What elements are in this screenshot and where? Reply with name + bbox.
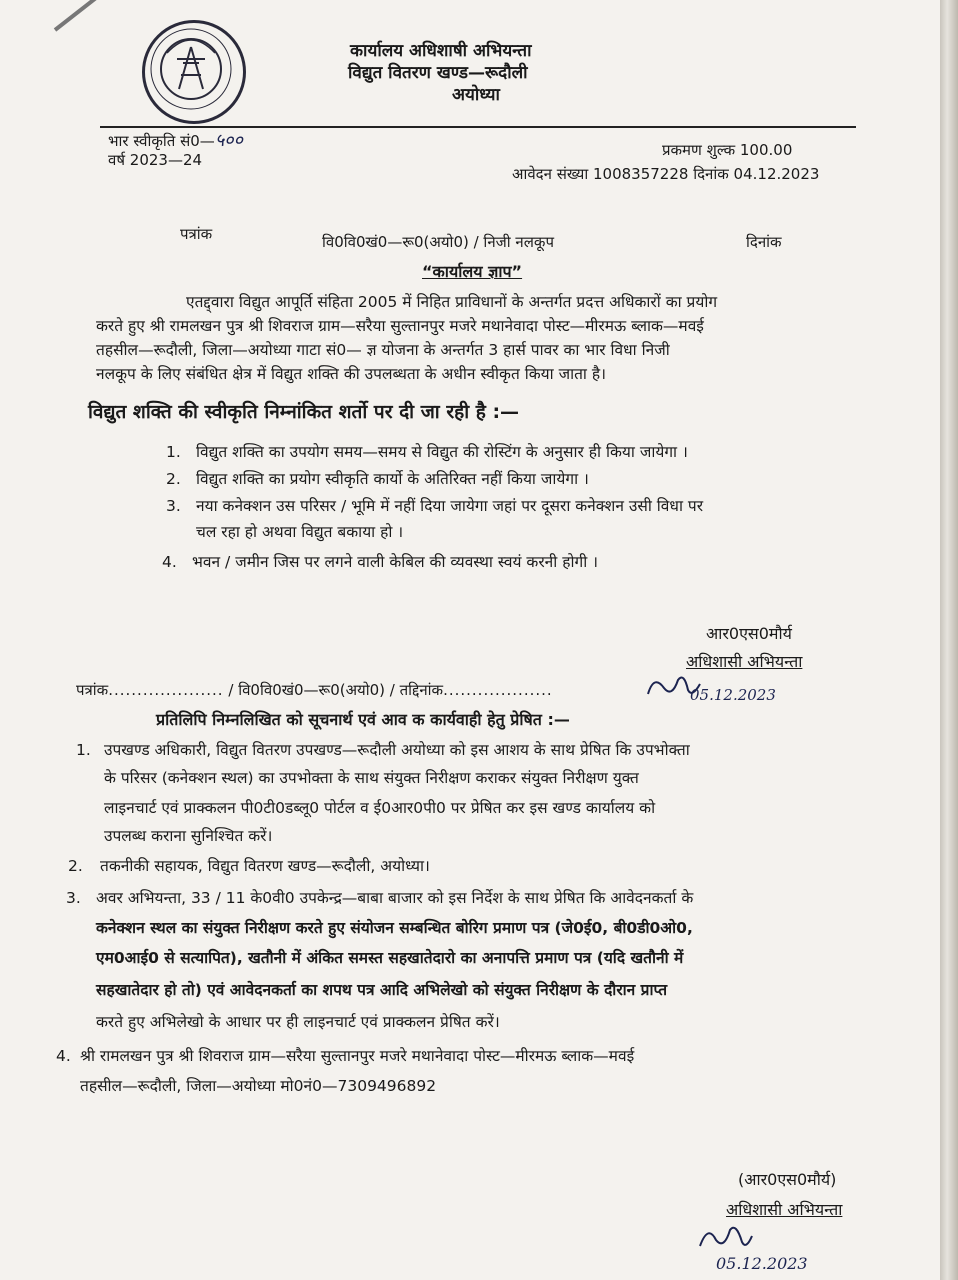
- signatory-designation-bottom: अधिशासी अभियन्ता: [726, 1200, 843, 1219]
- body-line: करते हुए श्री रामलखन पुत्र श्री शिवराज ग्राम—सरैया सुल्तानपुर मजरे मथानेवादा पोस्ट—मीरमऊ ब्लाक—मवई: [96, 317, 704, 335]
- processing-fee: प्रकमण शुल्क 100.00: [662, 141, 793, 159]
- condition-text: विद्युत शक्ति का प्रयोग स्वीकृति कार्यो के अतिरिक्त नहीं किया जायेगा ।: [196, 470, 589, 488]
- copy-letter-blank: ....................: [108, 681, 224, 699]
- copy-letter-number: [76, 680, 553, 700]
- page-edge: [940, 0, 958, 1280]
- copy-number: 2.: [68, 857, 83, 875]
- office-title: कार्यालय अधिशाषी अभियन्ता: [350, 41, 532, 61]
- body-line: नलकूप के लिए संबंधित क्षेत्र में विद्युत शक्ति की उपलब्धता के अधीन स्वीकृत किया जाता है।: [96, 365, 606, 383]
- body-line: एतद्द्वारा विद्युत आपूर्ति संहिता 2005 में निहित प्राविधानों के अन्तर्गत प्रदत्त अधिकारों का प्रयोग: [186, 293, 718, 311]
- tower-emblem-icon: [145, 23, 237, 115]
- condition-number: 1.: [166, 443, 181, 461]
- condition-number: 3.: [166, 497, 181, 515]
- signatory-designation: अधिशासी अभियन्ता: [686, 652, 803, 671]
- copy-letter-label: पत्रांक: [76, 681, 109, 699]
- copy-text: अवर अभियन्ता, 33 / 11 के0वी0 उपकेन्द्र—बाबा बाजार को इस निर्देश के साथ प्रेषित कि आवेदनकर्ता के: [96, 889, 694, 907]
- signature-date-bottom: 05.12.2023: [716, 1254, 808, 1273]
- city-title: अयोध्या: [452, 85, 500, 105]
- copy-number: 1.: [76, 741, 91, 759]
- division-title: विद्युत वितरण खण्ड—रूदौली: [348, 63, 528, 83]
- condition-text: विद्युत शक्ति का उपयोग समय—समय से विद्युत की रोस्टिंग के अनुसार ही किया जायेगा ।: [196, 443, 688, 461]
- copy-text: श्री रामलखन पुत्र श्री शिवराज ग्राम—सरैया सुल्तानपुर मजरे मथानेवादा पोस्ट—मीरमऊ ब्लाक—मवई: [80, 1047, 635, 1065]
- signatory-name-bottom: (आर0एस0मौर्य): [738, 1170, 837, 1189]
- application-number: आवेदन संख्या 1008357228 दिनांक 04.12.2023: [512, 165, 820, 183]
- condition-number: 2.: [166, 470, 181, 488]
- corporation-seal-logo: [142, 20, 246, 124]
- load-approval-number: [108, 128, 243, 152]
- condition-number: 4.: [162, 553, 177, 571]
- copy-text: तकनीकी सहायक, विद्युत वितरण खण्ड—रूदौली, अयोध्या।: [100, 857, 430, 875]
- copy-text: एम0आई0 से सत्यापित), खतौनी में अंकित समस्त सहखातेदारो का अनापत्ति प्रमाण पत्र (यदि खतौनी में: [96, 949, 684, 967]
- copy-number: 4.: [56, 1047, 71, 1065]
- body-line: तहसील—रूदौली, जिला—अयोध्या गाटा सं0— ज्ञ योजना के अन्तर्गत 3 हार्स पावर का भार विधा निजी: [96, 341, 670, 359]
- copy-number: 3.: [66, 889, 81, 907]
- memo-title: “कार्यालय ज्ञाप”: [422, 262, 523, 281]
- condition-text: चल रहा हो अथवा विद्युत बकाया हो ।: [196, 523, 404, 541]
- copy-heading: प्रतिलिपि निम्नलिखित को सूचनार्थ एवं आव क कार्यवाही हेतु प्रेषित :—: [156, 710, 570, 729]
- copy-text: के परिसर (कनेक्शन स्थल) का उपभोक्ता के साथ संयुक्त निरीक्षण कराकर संयुक्त निरीक्षण युक्त: [104, 769, 639, 787]
- handwritten-signature-bottom: [696, 1222, 756, 1258]
- condition-text: नया कनेक्शन उस परिसर / भूमि में नहीं दिया जायेगा जहां पर दूसरा कनेक्शन उसी विधा पर: [196, 497, 704, 515]
- signatory-name: आर0एस0मौर्य: [706, 624, 792, 643]
- conditions-heading: विद्युत शक्ति की स्वीकृति निम्नांकित शर्तो पर दी जा रही है :—: [88, 401, 520, 423]
- load-approval-label: भार स्वीकृति सं0—: [108, 132, 215, 150]
- copy-letter-date-blank: ...................: [443, 681, 553, 699]
- condition-text: भवन / जमीन जिस पर लगने वाली केबिल की व्यवस्था स्वयं करनी होगी ।: [192, 553, 599, 571]
- copy-letter-code: / वि0वि0खं0—रू0(अयो0) / तद्दिनांक: [228, 681, 444, 699]
- load-approval-handwritten-number: ५००: [214, 130, 243, 151]
- copy-text: लाइनचार्ट एवं प्राक्कलन पी0टी0डब्लू0 पोर्टल व ई0आर0पी0 पर प्रेषित कर इस खण्ड कार्यालय को: [104, 799, 656, 817]
- date-label: दिनांक: [746, 233, 782, 251]
- copy-text: उपलब्ध कराना सुनिश्चित करें।: [104, 827, 273, 845]
- copy-text: करते हुए अभिलेखो के आधार पर ही लाइनचार्ट एवं प्राक्कलन प्रेषित करें।: [96, 1013, 500, 1031]
- copy-text: कनेक्शन स्थल का संयुक्त निरीक्षण करते हुए संयोजन सम्बन्धित बोरिग प्रमाण पत्र (जे0ई0, बी0डी0ओ0,: [96, 919, 693, 937]
- letter-code: वि0वि0खं0—रू0(अयो0) / निजी नलकूप: [322, 233, 554, 251]
- copy-text: सहखातेदार हो तो) एवं आवेदनकर्ता का शपथ पत्र आदि अभिलेखो को संयुक्त निरीक्षण के दौरान प्राप्त: [96, 981, 668, 999]
- copy-text: उपखण्ड अधिकारी, विद्युत वितरण उपखण्ड—रूदौली अयोध्या को इस आशय के साथ प्रेषित कि उपभोक्ता: [104, 741, 690, 759]
- financial-year: वर्ष 2023—24: [108, 151, 203, 169]
- letter-number-label: पत्रांक: [180, 225, 213, 243]
- copy-text: तहसील—रूदौली, जिला—अयोध्या मो0नं0—7309496892: [80, 1077, 437, 1095]
- signature-date: 05.12.2023: [690, 686, 776, 704]
